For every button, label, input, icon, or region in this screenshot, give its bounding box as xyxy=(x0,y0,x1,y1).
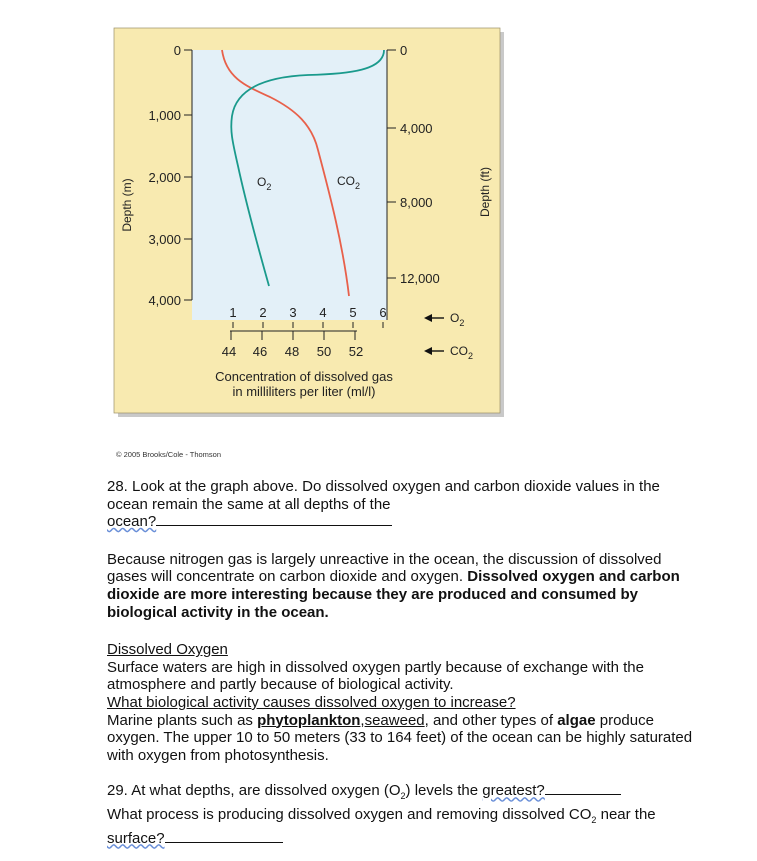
left-tick-label: 3,000 xyxy=(148,232,181,247)
biological-activity-question-text: What biological activity causes dissolved oxygen to increase? xyxy=(107,693,516,711)
marine-text-b: , and other types of xyxy=(424,711,558,729)
gases-paragraph xyxy=(107,551,697,621)
legend-o2-text: O xyxy=(450,311,460,325)
o2-curve-label-sub: 2 xyxy=(266,182,272,192)
co2-scale-label: 50 xyxy=(316,344,332,359)
left-tick-label: 2,000 xyxy=(148,170,181,185)
question-28 xyxy=(107,478,697,531)
gases-paragraph-text: Because nitrogen gas is largely unreactive in the ocean, the discussion of dissolved gases will concentrate on carbon dioxide and oxygen. xyxy=(107,550,662,586)
right-tick-label: 12,000 xyxy=(400,271,440,286)
question-29-text-d: near the xyxy=(596,805,656,823)
biological-activity-question xyxy=(107,694,697,712)
answer-blank-29a[interactable] xyxy=(545,793,621,795)
answer-blank-28[interactable] xyxy=(156,524,392,526)
x-axis-title-line2: in milliliters per liter (ml/l) xyxy=(232,384,376,399)
left-tick-label: 0 xyxy=(173,43,181,58)
surface-paragraph: Surface waters are high in dissolved oxygen partly because of exchange with the atmosphere and partly because of biological activity. xyxy=(107,658,644,694)
answer-blank-29b[interactable] xyxy=(165,841,283,843)
question-29 xyxy=(107,782,697,847)
co2-curve-label-text: CO xyxy=(337,174,355,188)
question-28-text: 28. Look at the graph above. Do dissolved oxygen and carbon dioxide values in the ocean remain the same at all depths of the xyxy=(107,478,660,513)
question-28-ocean: ocean? xyxy=(107,513,157,531)
co2-scale-label: 44 xyxy=(221,344,237,359)
legend-co2-text: CO xyxy=(450,344,468,358)
left-axis-title: Depth (m) xyxy=(120,178,134,232)
marine-plants-paragraph xyxy=(107,712,697,765)
o2-scale-label: 4 xyxy=(319,305,327,320)
o2-curve-label-text: O xyxy=(257,175,267,189)
right-tick-label: 4,000 xyxy=(400,121,433,136)
marine-comma: , xyxy=(360,711,365,729)
question-29-sub2: 2 xyxy=(591,814,597,825)
o2-scale-label: 5 xyxy=(349,305,357,320)
section-heading-dissolved-oxygen xyxy=(107,641,697,659)
question-29-greatest: greatest? xyxy=(482,782,545,800)
co2-curve-label-sub: 2 xyxy=(355,181,361,191)
question-29-text-c: What process is producing dissolved oxygen and removing dissolved CO xyxy=(107,805,592,823)
legend-co2-sub: 2 xyxy=(468,351,474,361)
left-tick-label: 1,000 xyxy=(148,108,181,123)
question-29-text-b: ) levels the xyxy=(405,782,483,800)
worksheet-body xyxy=(107,478,697,847)
marine-text-c: produce oxygen. The upper 10 to 50 meters (33 to 164 feet) of the ocean can be highly saturated with oxygen from photosynthesis. xyxy=(107,711,693,764)
right-tick-label: 0 xyxy=(400,43,408,58)
section-heading-text: Dissolved Oxygen xyxy=(107,641,228,659)
marine-phytoplankton: phytoplankton xyxy=(257,711,361,729)
o2-scale-label: 2 xyxy=(259,305,267,320)
left-tick-label: 4,000 xyxy=(148,293,181,308)
o2-scale-label: 1 xyxy=(229,305,237,320)
marine-text-a: Marine plants such as xyxy=(107,711,258,729)
right-axis-title: Depth (ft) xyxy=(478,166,492,218)
gases-paragraph-bold: Dissolved oxygen and carbon dioxide are more interesting because they are produced and consumed by biological activity in the ocean. xyxy=(107,568,680,621)
question-29-sub: 2 xyxy=(400,791,406,802)
marine-algae: algae xyxy=(557,711,596,729)
o2-scale-label: 3 xyxy=(289,305,297,320)
question-29-text-a: 29. At what depths, are dissolved oxygen (O xyxy=(107,782,401,800)
co2-scale-label: 46 xyxy=(252,344,268,359)
co2-scale-label: 52 xyxy=(348,344,364,359)
x-axis-title-line1: Concentration of dissolved gas xyxy=(215,369,393,384)
legend-o2-sub: 2 xyxy=(459,318,465,328)
co2-scale-label: 48 xyxy=(284,344,300,359)
right-tick-label: 8,000 xyxy=(400,195,433,210)
question-29-surface: surface? xyxy=(107,829,165,847)
o2-scale-label: 6 xyxy=(379,305,387,320)
marine-seaweed: seaweed xyxy=(364,711,425,729)
copyright-notice: © 2005 Brooks/Cole - Thomson xyxy=(116,450,222,459)
